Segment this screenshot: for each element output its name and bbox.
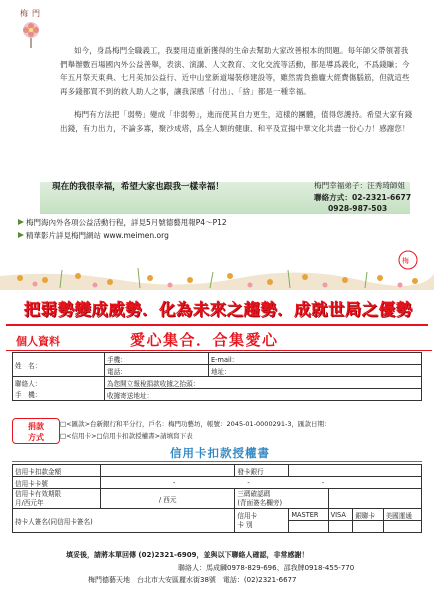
contact-phone-label: 手 機： — [13, 389, 105, 401]
note-item: 精華影片詳見梅門網站 www.meimen.org — [18, 229, 227, 242]
signature-mobile: 0928-987-503 — [328, 204, 388, 213]
slogan: 現在的我很幸福，希望大家也跟我一樣幸福！ — [52, 182, 224, 192]
cc-type-master-check[interactable] — [289, 521, 328, 533]
table-row — [13, 465, 422, 477]
payment-method-label: 捐款 方式 — [12, 418, 60, 444]
cc-type-amex[interactable]: 美國運通 — [383, 509, 421, 521]
payment-option-credit-card[interactable]: □<信用卡>□信用卡扣款授權書>請填寫下表 — [60, 432, 193, 440]
cc-type-unionpay-check[interactable] — [353, 521, 383, 533]
cc-type-amex-check[interactable] — [383, 521, 421, 533]
personal-info-title: 個人資料 — [6, 333, 86, 351]
cc-holder-signature-label[interactable]: 持卡人簽名(同信用卡簽名) — [13, 509, 235, 533]
personal-info-table — [12, 352, 422, 401]
cc-issuer-field[interactable] — [289, 465, 422, 477]
tel-field[interactable]: 電話： — [105, 365, 209, 377]
love-slogan: 愛心集合．合集愛心 — [130, 331, 279, 349]
name-label: 姓 名： — [13, 353, 105, 377]
payment-option-transfer[interactable]: □<匯款>台新銀行和平分行，戶名：梅門功藝坊，帳號：2045-01-0000291-3，匯款日期： — [60, 420, 331, 428]
footer — [8, 549, 426, 587]
intro-paragraph-1: 如今，身爲梅門全職義工，我要用這重新獲得的生命去幫助大家改善根本的問題。每年師父帶領著我們舉辦數百場國內外公益善舉，表演、演講、人文教育、文化交流等活動，都是導爲義化，不爲錢賺；今年五月祭天東典、七月美加公益行、近中山堂新道場裝修建設等，雖然需負擔龐大經費傷腦筋，但就這些再多錢都買不到的救人助人之事，讓我深感「付出」、「捨」都是一種幸福。 — [60, 46, 410, 96]
table-row — [13, 353, 422, 365]
footer-address: 梅門德藝天地 台北市大安區麗水街38號 電話：(02)2321-6677 — [88, 576, 297, 584]
table-row — [13, 477, 422, 489]
intro-text — [60, 44, 415, 146]
meimen-logo — [14, 6, 48, 50]
cc-amount-field[interactable] — [101, 465, 235, 477]
credit-card-divider — [12, 461, 422, 462]
email-field[interactable]: E-mail： — [209, 353, 422, 365]
table-row — [13, 509, 422, 521]
note-item: 梅門海內外各項公益活動行程，詳見5月號德藝甩報P4～P12 — [18, 216, 227, 229]
cc-type-label: 信用卡 卡 別 — [235, 509, 289, 533]
address-field[interactable]: 地址： — [209, 365, 422, 377]
footer-contacts: 聯絡人：馬成麟0978-829-696、邵我牌0918-455-770 — [178, 563, 355, 572]
cc-number-label: 信用卡卡號 — [13, 477, 101, 489]
signature-block — [314, 180, 419, 215]
payment-method-options — [60, 418, 422, 444]
receipt-title-field[interactable]: 為您開立報稅捐款收據之抬頭： — [105, 377, 422, 389]
signature-phone: 聯絡方式：02-2321-6677 — [314, 192, 412, 202]
banner-divider — [6, 324, 428, 326]
mobile-field[interactable]: 手機： — [105, 353, 209, 365]
cc-type-visa-check[interactable] — [328, 521, 353, 533]
cc-type-visa[interactable]: VISA — [328, 509, 353, 521]
svg-text:門: 門 — [32, 9, 40, 18]
signature-name: 梅門幸福弟子：汪秀琦師姐 — [314, 181, 406, 190]
cc-type-master[interactable]: MASTER — [289, 509, 328, 521]
cc-cvv-label: 三碼確認碼 (背面簽名欄旁) — [235, 489, 328, 509]
triangle-bullet-icon — [18, 219, 24, 225]
table-row — [13, 489, 422, 509]
cc-expiry-field[interactable]: / 西元 — [101, 489, 235, 509]
banner-slogan: 把弱勢變成威勢．化為未來之趨勢．成就世局之優勢 — [23, 300, 413, 319]
receipt-address-field[interactable]: 收據寄送地址： — [105, 389, 422, 401]
cc-cvv-field[interactable] — [328, 489, 421, 509]
contact-label: 聯絡人： — [13, 377, 105, 389]
svg-text:梅: 梅 — [20, 9, 28, 18]
cc-expiry-label: 信用卡有效期限 月/西元年 — [13, 489, 101, 509]
cc-type-unionpay[interactable]: 銀聯卡 — [353, 509, 383, 521]
intro-paragraph-2: 梅門有方法把「弱勢」變成「非弱勢」，進而使其自力更生，這樣的團體，值得您護持。希望大家有錢出錢，有力出力，不論多寡，聚沙成塔，爲全人類的健康、和平及宣揚中華文化共盡一份心力！感謝您！ — [60, 110, 413, 133]
cc-number-field[interactable]: - - - — [101, 477, 422, 489]
table-row — [13, 377, 422, 389]
footer-return-instructions: 填妥後，請將本單回傳 (02)2321-6909，並與以下聯絡人確認，非常感謝！ — [66, 551, 309, 559]
svg-text:梅: 梅 — [402, 257, 409, 265]
credit-card-title: 信用卡扣款授權書 — [170, 446, 270, 460]
cc-issuer-label: 發卡銀行 — [235, 465, 289, 477]
table-row — [13, 389, 422, 401]
credit-card-table — [12, 464, 422, 533]
flower-decoration — [0, 230, 434, 290]
cc-amount-label: 信用卡扣款金額 — [13, 465, 101, 477]
